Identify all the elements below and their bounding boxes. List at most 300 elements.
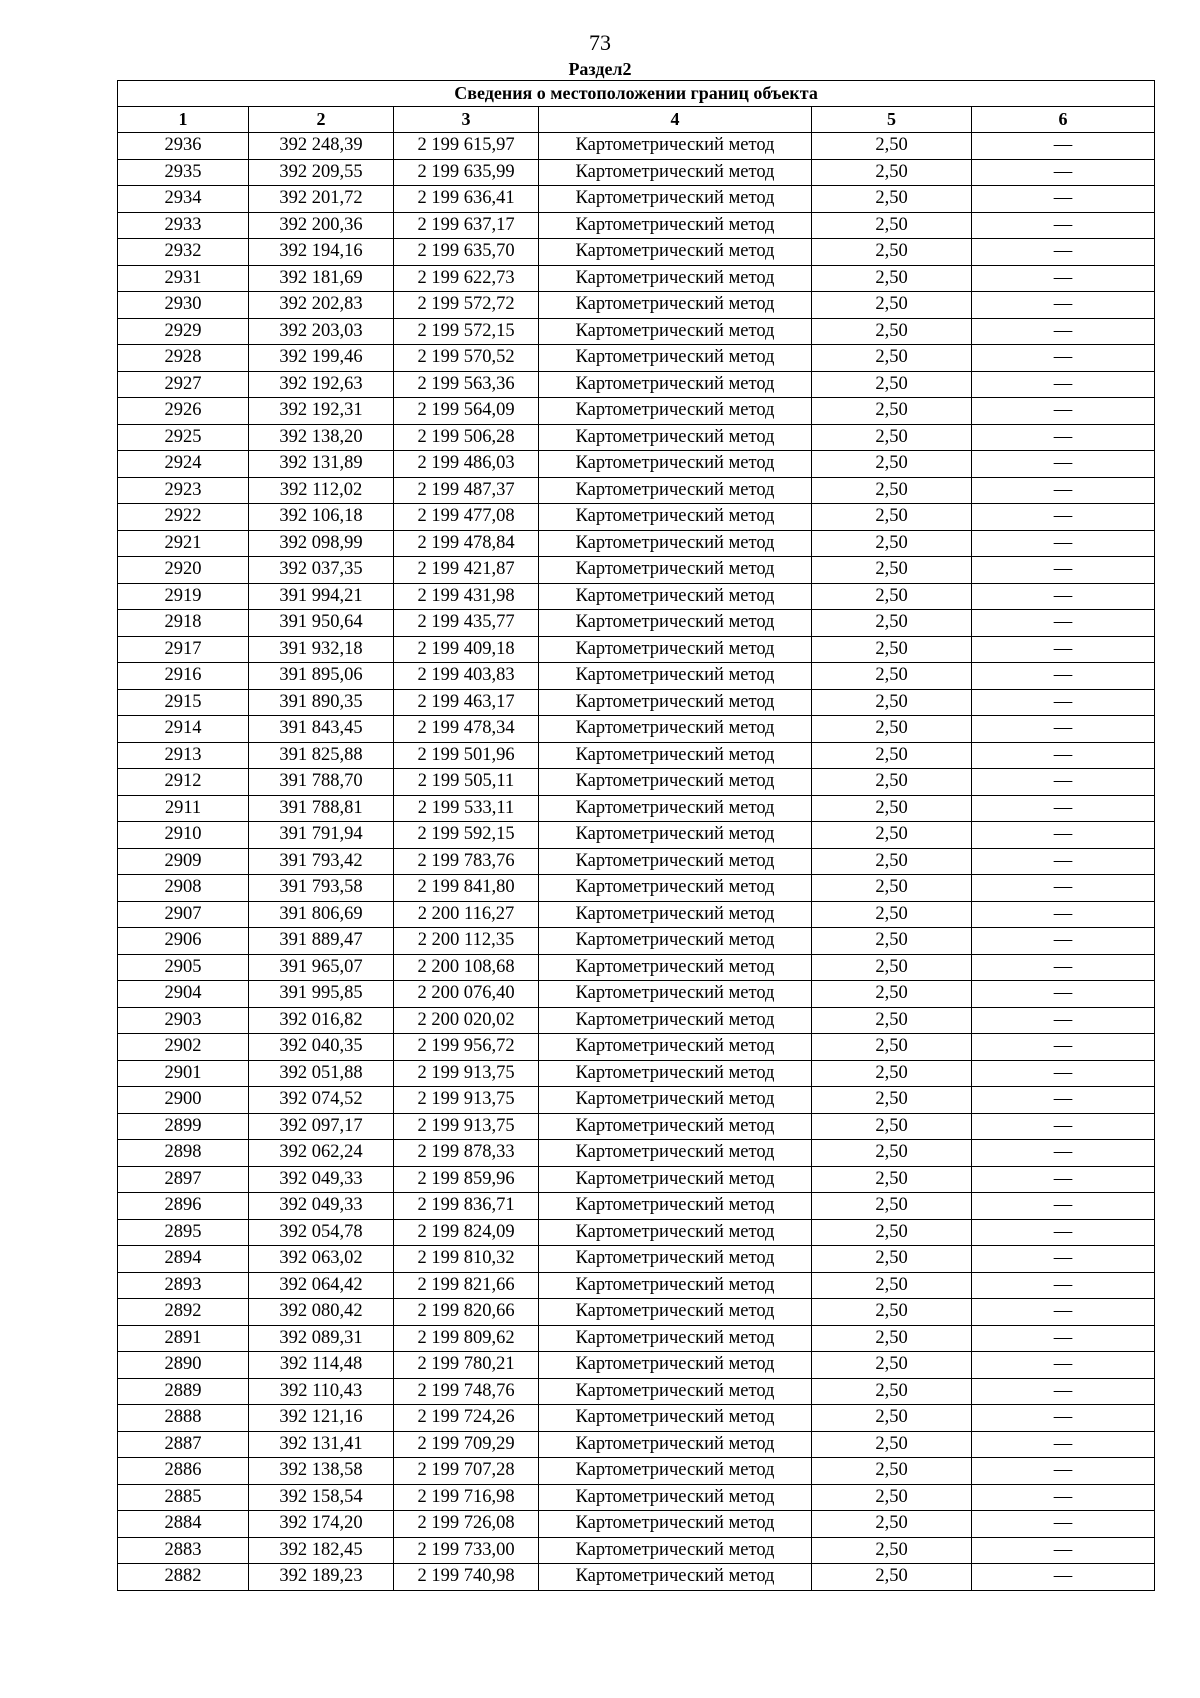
y-coordinate-cell: 2 199 733,00	[394, 1537, 539, 1564]
x-coordinate-cell: 392 064,42	[249, 1272, 394, 1299]
accuracy-cell: 2,50	[812, 265, 972, 292]
point-number-cell: 2889	[118, 1378, 249, 1405]
x-coordinate-cell: 391 825,88	[249, 742, 394, 769]
table-row	[118, 477, 1155, 504]
method-cell: Картометрический метод	[539, 716, 812, 743]
accuracy-cell: 2,50	[812, 530, 972, 557]
table-row	[118, 1246, 1155, 1273]
description-cell: —	[972, 1511, 1155, 1538]
method-cell: Картометрический метод	[539, 1458, 812, 1485]
accuracy-cell: 2,50	[812, 954, 972, 981]
point-number-cell: 2923	[118, 477, 249, 504]
y-coordinate-cell: 2 199 622,73	[394, 265, 539, 292]
table-row	[118, 1193, 1155, 1220]
x-coordinate-cell: 392 181,69	[249, 265, 394, 292]
page-number: 73	[589, 30, 611, 55]
x-coordinate-cell: 391 890,35	[249, 689, 394, 716]
y-coordinate-cell: 2 199 859,96	[394, 1166, 539, 1193]
point-number-cell: 2888	[118, 1405, 249, 1432]
y-coordinate-cell: 2 199 635,70	[394, 239, 539, 266]
x-coordinate-cell: 392 063,02	[249, 1246, 394, 1273]
description-cell: —	[972, 901, 1155, 928]
description-cell: —	[972, 398, 1155, 425]
method-cell: Картометрический метод	[539, 689, 812, 716]
point-number-cell: 2915	[118, 689, 249, 716]
accuracy-cell: 2,50	[812, 1219, 972, 1246]
accuracy-cell: 2,50	[812, 928, 972, 955]
method-cell: Картометрический метод	[539, 928, 812, 955]
point-number-cell: 2896	[118, 1193, 249, 1220]
table-row	[118, 159, 1155, 186]
y-coordinate-cell: 2 199 477,08	[394, 504, 539, 531]
point-number-cell: 2932	[118, 239, 249, 266]
x-coordinate-cell: 392 194,16	[249, 239, 394, 266]
description-cell: —	[972, 1458, 1155, 1485]
y-coordinate-cell: 2 199 748,76	[394, 1378, 539, 1405]
table-row	[118, 318, 1155, 345]
method-cell: Картометрический метод	[539, 583, 812, 610]
method-cell: Картометрический метод	[539, 1166, 812, 1193]
y-coordinate-cell: 2 199 836,71	[394, 1193, 539, 1220]
table-row	[118, 901, 1155, 928]
accuracy-cell: 2,50	[812, 901, 972, 928]
point-number-cell: 2933	[118, 212, 249, 239]
table-row	[118, 424, 1155, 451]
y-coordinate-cell: 2 199 809,62	[394, 1325, 539, 1352]
y-coordinate-cell: 2 199 913,75	[394, 1060, 539, 1087]
description-cell: —	[972, 530, 1155, 557]
description-cell: —	[972, 504, 1155, 531]
accuracy-cell: 2,50	[812, 292, 972, 319]
accuracy-cell: 2,50	[812, 822, 972, 849]
table-row	[118, 636, 1155, 663]
table-row	[118, 610, 1155, 637]
method-cell: Картометрический метод	[539, 1564, 812, 1591]
accuracy-cell: 2,50	[812, 795, 972, 822]
y-coordinate-cell: 2 199 501,96	[394, 742, 539, 769]
point-number-cell: 2902	[118, 1034, 249, 1061]
accuracy-cell: 2,50	[812, 1484, 972, 1511]
method-cell: Картометрический метод	[539, 981, 812, 1008]
boundary-coordinates-table	[117, 80, 1155, 1591]
method-cell: Картометрический метод	[539, 848, 812, 875]
method-cell: Картометрический метод	[539, 133, 812, 160]
point-number-cell: 2929	[118, 318, 249, 345]
y-coordinate-cell: 2 199 572,72	[394, 292, 539, 319]
x-coordinate-cell: 392 202,83	[249, 292, 394, 319]
description-cell: —	[972, 186, 1155, 213]
description-cell: —	[972, 451, 1155, 478]
y-coordinate-cell: 2 199 564,09	[394, 398, 539, 425]
x-coordinate-cell: 392 138,20	[249, 424, 394, 451]
table-row	[118, 795, 1155, 822]
method-cell: Картометрический метод	[539, 1405, 812, 1432]
method-cell: Картометрический метод	[539, 1272, 812, 1299]
y-coordinate-cell: 2 200 020,02	[394, 1007, 539, 1034]
y-coordinate-cell: 2 199 716,98	[394, 1484, 539, 1511]
table-row	[118, 1537, 1155, 1564]
point-number-cell: 2908	[118, 875, 249, 902]
y-coordinate-cell: 2 199 635,99	[394, 159, 539, 186]
description-cell: —	[972, 1219, 1155, 1246]
x-coordinate-cell: 392 209,55	[249, 159, 394, 186]
accuracy-cell: 2,50	[812, 477, 972, 504]
accuracy-cell: 2,50	[812, 1537, 972, 1564]
point-number-cell: 2886	[118, 1458, 249, 1485]
method-cell: Картометрический метод	[539, 1007, 812, 1034]
table-row	[118, 1034, 1155, 1061]
description-cell: —	[972, 1007, 1155, 1034]
y-coordinate-cell: 2 199 615,97	[394, 133, 539, 160]
point-number-cell: 2916	[118, 663, 249, 690]
method-cell: Картометрический метод	[539, 212, 812, 239]
point-number-cell: 2905	[118, 954, 249, 981]
table-row	[118, 1007, 1155, 1034]
table-row	[118, 716, 1155, 743]
table-row	[118, 1299, 1155, 1326]
table-caption-row	[118, 81, 1155, 107]
point-number-cell: 2903	[118, 1007, 249, 1034]
point-number-cell: 2922	[118, 504, 249, 531]
accuracy-cell: 2,50	[812, 1511, 972, 1538]
point-number-cell: 2913	[118, 742, 249, 769]
description-cell: —	[972, 875, 1155, 902]
description-cell: —	[972, 1325, 1155, 1352]
point-number-cell: 2910	[118, 822, 249, 849]
y-coordinate-cell: 2 199 783,76	[394, 848, 539, 875]
point-number-cell: 2904	[118, 981, 249, 1008]
description-cell: —	[972, 345, 1155, 372]
point-number-cell: 2919	[118, 583, 249, 610]
method-cell: Картометрический метод	[539, 1431, 812, 1458]
method-cell: Картометрический метод	[539, 769, 812, 796]
y-coordinate-cell: 2 199 636,41	[394, 186, 539, 213]
x-coordinate-cell: 392 097,17	[249, 1113, 394, 1140]
x-coordinate-cell: 392 110,43	[249, 1378, 394, 1405]
point-number-cell: 2885	[118, 1484, 249, 1511]
x-coordinate-cell: 391 932,18	[249, 636, 394, 663]
method-cell: Картометрический метод	[539, 636, 812, 663]
point-number-cell: 2909	[118, 848, 249, 875]
point-number-cell: 2928	[118, 345, 249, 372]
method-cell: Картометрический метод	[539, 239, 812, 266]
y-coordinate-cell: 2 199 780,21	[394, 1352, 539, 1379]
description-cell: —	[972, 133, 1155, 160]
accuracy-cell: 2,50	[812, 636, 972, 663]
method-cell: Картометрический метод	[539, 1034, 812, 1061]
x-coordinate-cell: 392 131,41	[249, 1431, 394, 1458]
accuracy-cell: 2,50	[812, 239, 972, 266]
y-coordinate-cell: 2 199 478,34	[394, 716, 539, 743]
y-coordinate-cell: 2 199 637,17	[394, 212, 539, 239]
point-number-cell: 2926	[118, 398, 249, 425]
description-cell: —	[972, 1537, 1155, 1564]
table-row	[118, 1405, 1155, 1432]
table-row	[118, 663, 1155, 690]
y-coordinate-cell: 2 199 956,72	[394, 1034, 539, 1061]
column-number: 5	[812, 107, 972, 133]
y-coordinate-cell: 2 199 435,77	[394, 610, 539, 637]
column-number: 2	[249, 107, 394, 133]
accuracy-cell: 2,50	[812, 1246, 972, 1273]
table-row	[118, 822, 1155, 849]
method-cell: Картометрический метод	[539, 1087, 812, 1114]
table-row	[118, 1511, 1155, 1538]
description-cell: —	[972, 212, 1155, 239]
y-coordinate-cell: 2 200 076,40	[394, 981, 539, 1008]
x-coordinate-cell: 391 950,64	[249, 610, 394, 637]
accuracy-cell: 2,50	[812, 1087, 972, 1114]
method-cell: Картометрический метод	[539, 265, 812, 292]
table-row	[118, 1325, 1155, 1352]
x-coordinate-cell: 392 192,31	[249, 398, 394, 425]
accuracy-cell: 2,50	[812, 504, 972, 531]
description-cell: —	[972, 1087, 1155, 1114]
description-cell: —	[972, 1166, 1155, 1193]
accuracy-cell: 2,50	[812, 981, 972, 1008]
description-cell: —	[972, 557, 1155, 584]
table-row	[118, 769, 1155, 796]
x-coordinate-cell: 391 793,42	[249, 848, 394, 875]
table-row	[118, 133, 1155, 160]
table-row	[118, 1272, 1155, 1299]
x-coordinate-cell: 392 182,45	[249, 1537, 394, 1564]
x-coordinate-cell: 391 843,45	[249, 716, 394, 743]
accuracy-cell: 2,50	[812, 1140, 972, 1167]
description-cell: —	[972, 1246, 1155, 1273]
point-number-cell: 2920	[118, 557, 249, 584]
y-coordinate-cell: 2 199 487,37	[394, 477, 539, 504]
table-row	[118, 875, 1155, 902]
accuracy-cell: 2,50	[812, 1405, 972, 1432]
table-row	[118, 1431, 1155, 1458]
point-number-cell: 2935	[118, 159, 249, 186]
method-cell: Картометрический метод	[539, 477, 812, 504]
description-cell: —	[972, 848, 1155, 875]
accuracy-cell: 2,50	[812, 398, 972, 425]
accuracy-cell: 2,50	[812, 1060, 972, 1087]
table-row	[118, 504, 1155, 531]
y-coordinate-cell: 2 199 913,75	[394, 1087, 539, 1114]
table-row	[118, 530, 1155, 557]
accuracy-cell: 2,50	[812, 1007, 972, 1034]
description-cell: —	[972, 371, 1155, 398]
point-number-cell: 2895	[118, 1219, 249, 1246]
y-coordinate-cell: 2 199 533,11	[394, 795, 539, 822]
column-number: 6	[972, 107, 1155, 133]
table-row	[118, 292, 1155, 319]
point-number-cell: 2884	[118, 1511, 249, 1538]
accuracy-cell: 2,50	[812, 1034, 972, 1061]
section-title: Раздел2	[568, 59, 632, 79]
description-cell: —	[972, 928, 1155, 955]
method-cell: Картометрический метод	[539, 1299, 812, 1326]
description-cell: —	[972, 981, 1155, 1008]
column-number: 1	[118, 107, 249, 133]
description-cell: —	[972, 716, 1155, 743]
table-row	[118, 1166, 1155, 1193]
y-coordinate-cell: 2 199 820,66	[394, 1299, 539, 1326]
point-number-cell: 2892	[118, 1299, 249, 1326]
x-coordinate-cell: 392 049,33	[249, 1166, 394, 1193]
point-number-cell: 2882	[118, 1564, 249, 1591]
point-number-cell: 2931	[118, 265, 249, 292]
point-number-cell: 2921	[118, 530, 249, 557]
y-coordinate-cell: 2 199 821,66	[394, 1272, 539, 1299]
table-body	[118, 133, 1155, 1591]
description-cell: —	[972, 1113, 1155, 1140]
y-coordinate-cell: 2 199 878,33	[394, 1140, 539, 1167]
point-number-cell: 2894	[118, 1246, 249, 1273]
y-coordinate-cell: 2 199 592,15	[394, 822, 539, 849]
method-cell: Картометрический метод	[539, 424, 812, 451]
accuracy-cell: 2,50	[812, 716, 972, 743]
x-coordinate-cell: 392 201,72	[249, 186, 394, 213]
y-coordinate-cell: 2 200 116,27	[394, 901, 539, 928]
accuracy-cell: 2,50	[812, 159, 972, 186]
x-coordinate-cell: 392 248,39	[249, 133, 394, 160]
method-cell: Картометрический метод	[539, 1378, 812, 1405]
point-number-cell: 2897	[118, 1166, 249, 1193]
description-cell: —	[972, 424, 1155, 451]
column-number-row	[118, 107, 1155, 133]
x-coordinate-cell: 392 121,16	[249, 1405, 394, 1432]
method-cell: Картометрический метод	[539, 451, 812, 478]
point-number-cell: 2899	[118, 1113, 249, 1140]
method-cell: Картометрический метод	[539, 1193, 812, 1220]
table-row	[118, 345, 1155, 372]
y-coordinate-cell: 2 199 505,11	[394, 769, 539, 796]
description-cell: —	[972, 1299, 1155, 1326]
point-number-cell: 2887	[118, 1431, 249, 1458]
point-number-cell: 2890	[118, 1352, 249, 1379]
accuracy-cell: 2,50	[812, 371, 972, 398]
table-row	[118, 212, 1155, 239]
description-cell: —	[972, 769, 1155, 796]
x-coordinate-cell: 392 049,33	[249, 1193, 394, 1220]
table-row	[118, 1140, 1155, 1167]
table-row	[118, 689, 1155, 716]
y-coordinate-cell: 2 199 421,87	[394, 557, 539, 584]
method-cell: Картометрический метод	[539, 901, 812, 928]
x-coordinate-cell: 392 040,35	[249, 1034, 394, 1061]
point-number-cell: 2930	[118, 292, 249, 319]
table-row	[118, 1352, 1155, 1379]
accuracy-cell: 2,50	[812, 186, 972, 213]
y-coordinate-cell: 2 199 707,28	[394, 1458, 539, 1485]
description-cell: —	[972, 689, 1155, 716]
accuracy-cell: 2,50	[812, 1193, 972, 1220]
method-cell: Картометрический метод	[539, 1246, 812, 1273]
y-coordinate-cell: 2 199 409,18	[394, 636, 539, 663]
table-row	[118, 186, 1155, 213]
description-cell: —	[972, 610, 1155, 637]
x-coordinate-cell: 392 174,20	[249, 1511, 394, 1538]
y-coordinate-cell: 2 199 570,52	[394, 345, 539, 372]
description-cell: —	[972, 822, 1155, 849]
accuracy-cell: 2,50	[812, 133, 972, 160]
accuracy-cell: 2,50	[812, 583, 972, 610]
point-number-cell: 2907	[118, 901, 249, 928]
column-number: 3	[394, 107, 539, 133]
x-coordinate-cell: 392 189,23	[249, 1564, 394, 1591]
method-cell: Картометрический метод	[539, 318, 812, 345]
table-row	[118, 1458, 1155, 1485]
accuracy-cell: 2,50	[812, 212, 972, 239]
description-cell: —	[972, 265, 1155, 292]
accuracy-cell: 2,50	[812, 345, 972, 372]
description-cell: —	[972, 1140, 1155, 1167]
accuracy-cell: 2,50	[812, 875, 972, 902]
point-number-cell: 2912	[118, 769, 249, 796]
accuracy-cell: 2,50	[812, 1431, 972, 1458]
x-coordinate-cell: 392 192,63	[249, 371, 394, 398]
method-cell: Картометрический метод	[539, 398, 812, 425]
accuracy-cell: 2,50	[812, 451, 972, 478]
x-coordinate-cell: 391 995,85	[249, 981, 394, 1008]
accuracy-cell: 2,50	[812, 1299, 972, 1326]
accuracy-cell: 2,50	[812, 318, 972, 345]
point-number-cell: 2914	[118, 716, 249, 743]
point-number-cell: 2936	[118, 133, 249, 160]
point-number-cell: 2901	[118, 1060, 249, 1087]
description-cell: —	[972, 1352, 1155, 1379]
x-coordinate-cell: 392 089,31	[249, 1325, 394, 1352]
table-row	[118, 742, 1155, 769]
y-coordinate-cell: 2 199 478,84	[394, 530, 539, 557]
accuracy-cell: 2,50	[812, 1325, 972, 1352]
method-cell: Картометрический метод	[539, 557, 812, 584]
point-number-cell: 2906	[118, 928, 249, 955]
y-coordinate-cell: 2 199 724,26	[394, 1405, 539, 1432]
table-row	[118, 1484, 1155, 1511]
x-coordinate-cell: 391 965,07	[249, 954, 394, 981]
method-cell: Картометрический метод	[539, 371, 812, 398]
x-coordinate-cell: 392 199,46	[249, 345, 394, 372]
table-row	[118, 1060, 1155, 1087]
x-coordinate-cell: 392 051,88	[249, 1060, 394, 1087]
method-cell: Картометрический метод	[539, 875, 812, 902]
description-cell: —	[972, 636, 1155, 663]
point-number-cell: 2891	[118, 1325, 249, 1352]
y-coordinate-cell: 2 200 112,35	[394, 928, 539, 955]
table-row	[118, 928, 1155, 955]
accuracy-cell: 2,50	[812, 1272, 972, 1299]
x-coordinate-cell: 392 080,42	[249, 1299, 394, 1326]
table-row	[118, 583, 1155, 610]
x-coordinate-cell: 392 074,52	[249, 1087, 394, 1114]
y-coordinate-cell: 2 199 563,36	[394, 371, 539, 398]
x-coordinate-cell: 392 106,18	[249, 504, 394, 531]
description-cell: —	[972, 1378, 1155, 1405]
method-cell: Картометрический метод	[539, 1484, 812, 1511]
accuracy-cell: 2,50	[812, 1564, 972, 1591]
x-coordinate-cell: 392 112,02	[249, 477, 394, 504]
description-cell: —	[972, 742, 1155, 769]
table-caption: Сведения о местоположении границ объекта	[118, 81, 1155, 107]
description-cell: —	[972, 159, 1155, 186]
accuracy-cell: 2,50	[812, 848, 972, 875]
description-cell: —	[972, 1034, 1155, 1061]
x-coordinate-cell: 392 203,03	[249, 318, 394, 345]
x-coordinate-cell: 392 062,24	[249, 1140, 394, 1167]
accuracy-cell: 2,50	[812, 1458, 972, 1485]
description-cell: —	[972, 1431, 1155, 1458]
point-number-cell: 2918	[118, 610, 249, 637]
description-cell: —	[972, 1484, 1155, 1511]
method-cell: Картометрический метод	[539, 1219, 812, 1246]
table-row	[118, 1378, 1155, 1405]
